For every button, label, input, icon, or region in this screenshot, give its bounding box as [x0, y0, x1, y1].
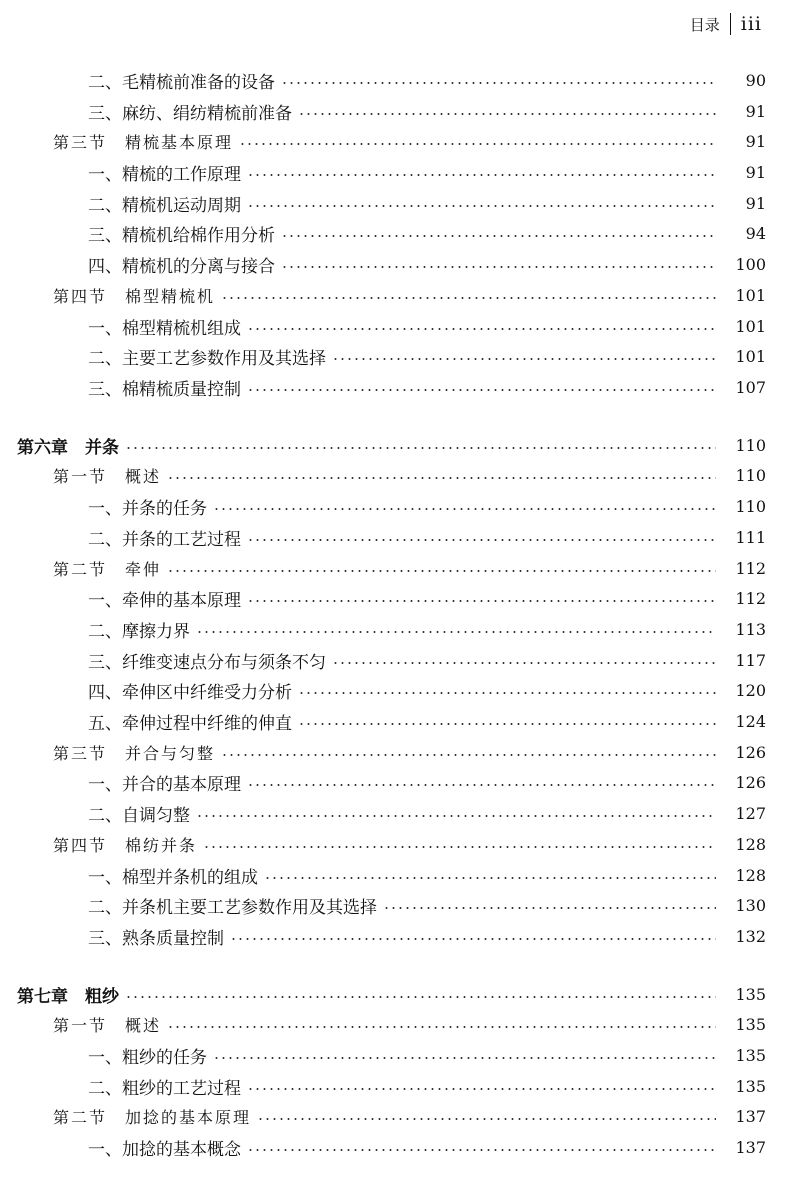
toc-entry-title: 一、牵伸的基本原理 — [88, 590, 241, 611]
toc-entry-page-number: 130 — [735, 895, 766, 915]
header-divider — [730, 13, 731, 35]
toc-entry-page-number: 126 — [735, 742, 766, 762]
toc-entry-title: 第四节 棉型精梳机 — [53, 286, 216, 306]
dot-leader — [230, 938, 716, 940]
dot-leader — [332, 662, 716, 664]
toc-entry-page-number: 132 — [735, 926, 766, 946]
dot-leader — [247, 539, 716, 541]
dot-leader — [247, 328, 716, 330]
toc-entry-page-number: 128 — [735, 834, 766, 854]
toc-subsection-entry — [0, 768, 790, 796]
toc-subsection-entry — [0, 492, 790, 520]
toc-section-entry — [0, 127, 790, 155]
toc-entry-title: 一、棉型并条机的组成 — [88, 867, 258, 888]
toc-entry-page-number: 124 — [735, 711, 766, 731]
toc-subsection-entry — [0, 1133, 790, 1161]
dot-leader — [247, 1088, 716, 1090]
toc-entry-page-number: 101 — [735, 316, 766, 336]
header-page-number: iii — [740, 13, 762, 35]
toc-entry-page-number: 110 — [735, 496, 766, 516]
toc-entry-page-number: 112 — [735, 558, 766, 578]
toc-entry-title: 三、精梳机给棉作用分析 — [88, 225, 275, 246]
toc-subsection-entry — [0, 189, 790, 217]
toc-entry-page-number: 137 — [735, 1137, 766, 1157]
toc-subsection-entry — [0, 615, 790, 643]
toc-entry-page-number: 91 — [745, 193, 766, 213]
toc-subsection-entry — [0, 523, 790, 551]
toc-subsection-entry — [0, 646, 790, 674]
dot-leader — [167, 477, 716, 479]
toc-entry-page-number: 91 — [745, 131, 766, 151]
dot-leader — [298, 113, 716, 115]
toc-entry-page-number: 137 — [735, 1106, 766, 1126]
dot-leader — [213, 1057, 716, 1059]
toc-entry-title: 一、并合的基本原理 — [88, 774, 241, 795]
toc-subsection-entry — [0, 66, 790, 94]
dot-leader — [247, 784, 716, 786]
toc-entry-page-number: 110 — [735, 435, 766, 455]
toc-entry-title: 第一节 概述 — [53, 1015, 162, 1035]
toc-entry-page-number: 112 — [735, 588, 766, 608]
toc-entry-title: 一、加捻的基本概念 — [88, 1139, 241, 1160]
toc-section-entry — [0, 830, 790, 858]
toc-entry-title: 第二节 牵伸 — [53, 559, 162, 579]
dot-leader — [247, 174, 716, 176]
dot-leader — [298, 692, 716, 694]
dot-leader — [281, 266, 716, 268]
toc-subsection-entry — [0, 342, 790, 370]
toc-entry-page-number: 111 — [735, 527, 766, 547]
toc-subsection-entry — [0, 373, 790, 401]
toc-entry-page-number: 135 — [735, 1014, 766, 1034]
toc-chapter-entry — [0, 431, 790, 459]
dot-leader — [332, 358, 716, 360]
dot-leader — [167, 570, 716, 572]
toc-subsection-entry — [0, 1041, 790, 1069]
dot-leader — [239, 143, 716, 145]
toc-entry-title: 第三节 并合与匀整 — [53, 743, 216, 763]
running-header — [690, 12, 762, 36]
toc-section-entry — [0, 281, 790, 309]
toc-entry-page-number: 90 — [745, 70, 766, 90]
toc-subsection-entry — [0, 891, 790, 919]
toc-subsection-entry — [0, 97, 790, 125]
toc-entry-title: 四、精梳机的分离与接合 — [88, 256, 275, 277]
toc-entry-page-number: 91 — [745, 162, 766, 182]
toc-subsection-entry — [0, 312, 790, 340]
toc-entry-title: 第四节 棉纺并条 — [53, 835, 198, 855]
toc-entry-title: 二、自调匀整 — [88, 805, 190, 826]
toc-entry-title: 二、并条机主要工艺参数作用及其选择 — [88, 897, 377, 918]
toc-entry-title: 三、麻纺、绢纺精梳前准备 — [88, 103, 292, 124]
toc-subsection-entry — [0, 676, 790, 704]
toc-subsection-entry — [0, 219, 790, 247]
dot-leader — [125, 996, 716, 998]
toc-entry-page-number: 117 — [735, 650, 766, 670]
toc-subsection-entry — [0, 922, 790, 950]
toc-entry-title: 二、摩擦力界 — [88, 621, 190, 642]
toc-entry-title: 二、主要工艺参数作用及其选择 — [88, 348, 326, 369]
dot-leader — [257, 1118, 716, 1120]
toc-entry-page-number: 135 — [735, 984, 766, 1004]
toc-entry-page-number: 91 — [745, 101, 766, 121]
toc-entry-page-number: 126 — [735, 772, 766, 792]
dot-leader — [167, 1026, 716, 1028]
toc-entry-title: 五、牵伸过程中纤维的伸直 — [88, 713, 292, 734]
toc-entry-title: 三、棉精梳质量控制 — [88, 379, 241, 400]
toc-subsection-entry — [0, 799, 790, 827]
toc-entry-page-number: 101 — [735, 346, 766, 366]
toc-entry-page-number: 94 — [745, 223, 766, 243]
dot-leader — [281, 235, 716, 237]
toc-entry-title: 二、并条的工艺过程 — [88, 529, 241, 550]
toc-entry-title: 三、熟条质量控制 — [88, 928, 224, 949]
toc-entry-page-number: 113 — [735, 619, 766, 639]
toc-section-entry — [0, 1010, 790, 1038]
toc-entry-page-number: 135 — [735, 1076, 766, 1096]
dot-leader — [247, 1149, 716, 1151]
dot-leader — [196, 631, 716, 633]
toc-entry-page-number: 128 — [735, 865, 766, 885]
toc-entry-page-number: 110 — [735, 465, 766, 485]
toc-chapter-entry — [0, 980, 790, 1008]
dot-leader — [298, 723, 716, 725]
dot-leader — [247, 600, 716, 602]
toc-entry-title: 一、粗纱的任务 — [88, 1047, 207, 1068]
toc-entry-title: 第六章 并条 — [17, 437, 119, 458]
dot-leader — [203, 846, 716, 848]
toc-entry-title: 二、精梳机运动周期 — [88, 195, 241, 216]
toc-subsection-entry — [0, 158, 790, 186]
toc-subsection-entry — [0, 584, 790, 612]
dot-leader — [196, 815, 716, 817]
toc-subsection-entry — [0, 861, 790, 889]
dot-leader — [221, 297, 716, 299]
toc-entry-page-number: 135 — [735, 1045, 766, 1065]
toc-section-entry — [0, 461, 790, 489]
dot-leader — [281, 82, 716, 84]
toc-entry-title: 第三节 精梳基本原理 — [53, 132, 234, 152]
dot-leader — [264, 877, 716, 879]
header-section-title: 目录 — [689, 15, 720, 34]
toc-entry-page-number: 101 — [735, 285, 766, 305]
toc-entry-title: 第一节 概述 — [53, 466, 162, 486]
toc-subsection-entry — [0, 1072, 790, 1100]
toc-section-entry — [0, 554, 790, 582]
toc-entry-title: 三、纤维变速点分布与须条不匀 — [88, 652, 326, 673]
toc-entry-title: 二、粗纱的工艺过程 — [88, 1078, 241, 1099]
toc-entry-page-number: 100 — [735, 254, 766, 274]
toc-subsection-entry — [0, 707, 790, 735]
toc-entry-title: 第二节 加捻的基本原理 — [53, 1107, 252, 1127]
toc-entry-title: 四、牵伸区中纤维受力分析 — [88, 682, 292, 703]
toc-section-entry — [0, 738, 790, 766]
dot-leader — [213, 508, 716, 510]
toc-section-entry — [0, 1102, 790, 1130]
dot-leader — [383, 907, 716, 909]
toc-entry-title: 二、毛精梳前准备的设备 — [88, 72, 275, 93]
dot-leader — [221, 754, 716, 756]
toc-entry-title: 第七章 粗纱 — [17, 986, 119, 1007]
toc-entry-title: 一、并条的任务 — [88, 498, 207, 519]
toc-subsection-entry — [0, 250, 790, 278]
toc-entry-title: 一、精梳的工作原理 — [88, 164, 241, 185]
dot-leader — [247, 205, 716, 207]
toc-entry-page-number: 127 — [735, 803, 766, 823]
toc-entry-page-number: 107 — [735, 377, 766, 397]
toc-entry-title: 一、棉型精梳机组成 — [88, 318, 241, 339]
dot-leader — [247, 389, 716, 391]
toc-entry-page-number: 120 — [735, 680, 766, 700]
dot-leader — [125, 447, 716, 449]
